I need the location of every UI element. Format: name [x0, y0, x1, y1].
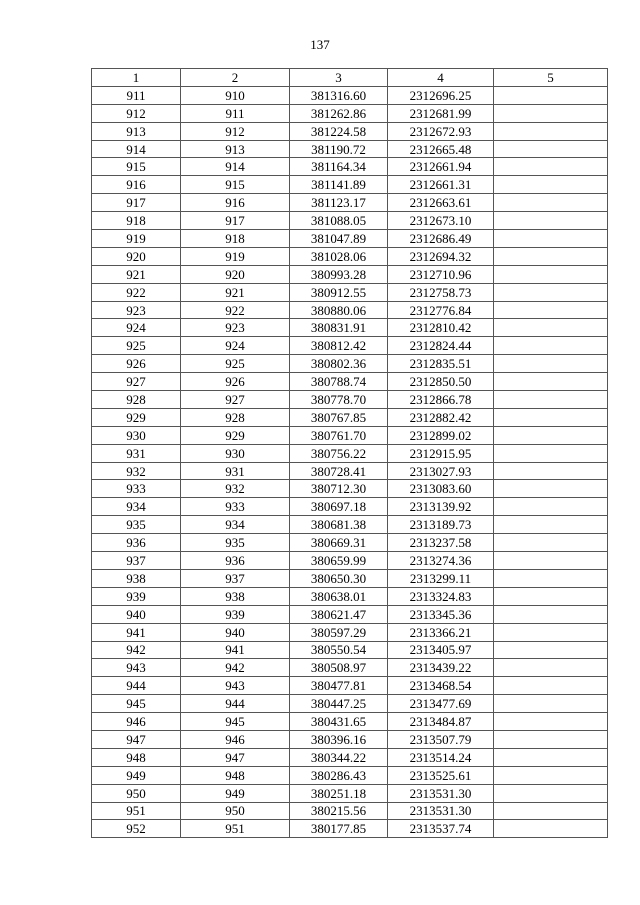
- cell-coordinate-x: 380778.70: [290, 391, 388, 409]
- cell-point-number: 951: [92, 802, 181, 820]
- cell-point-number: 912: [92, 104, 181, 122]
- coordinates-table: [91, 68, 608, 838]
- cell-coordinate-y: 2312850.50: [388, 373, 494, 391]
- cell-point-number: 915: [92, 158, 181, 176]
- cell-coordinate-x: 380756.22: [290, 444, 388, 462]
- table-row: [92, 391, 608, 409]
- cell-coordinate-x: 380761.70: [290, 426, 388, 444]
- cell-coordinate-x: 380396.16: [290, 730, 388, 748]
- cell-note: [494, 319, 608, 337]
- table-row: [92, 695, 608, 713]
- cell-coordinate-x: 380728.41: [290, 462, 388, 480]
- cell-previous-point: 911: [181, 104, 290, 122]
- cell-point-number: 944: [92, 677, 181, 695]
- cell-previous-point: 941: [181, 641, 290, 659]
- cell-point-number: 927: [92, 373, 181, 391]
- cell-point-number: 911: [92, 86, 181, 104]
- table-row: [92, 319, 608, 337]
- column-header-3: 3: [290, 69, 388, 87]
- table-row: [92, 301, 608, 319]
- column-header-2: 2: [181, 69, 290, 87]
- cell-note: [494, 194, 608, 212]
- column-header-5: 5: [494, 69, 608, 87]
- cell-previous-point: 918: [181, 230, 290, 248]
- cell-point-number: 929: [92, 408, 181, 426]
- cell-note: [494, 605, 608, 623]
- table-row: [92, 802, 608, 820]
- cell-coordinate-y: 2312661.31: [388, 176, 494, 194]
- table-row: [92, 748, 608, 766]
- cell-coordinate-y: 2313484.87: [388, 713, 494, 731]
- cell-point-number: 946: [92, 713, 181, 731]
- cell-previous-point: 936: [181, 552, 290, 570]
- cell-coordinate-y: 2313345.36: [388, 605, 494, 623]
- cell-note: [494, 301, 608, 319]
- cell-point-number: 916: [92, 176, 181, 194]
- cell-note: [494, 748, 608, 766]
- table-row: [92, 122, 608, 140]
- table-row: [92, 444, 608, 462]
- table-row: [92, 498, 608, 516]
- cell-point-number: 931: [92, 444, 181, 462]
- cell-coordinate-x: 380638.01: [290, 587, 388, 605]
- cell-point-number: 925: [92, 337, 181, 355]
- cell-coordinate-x: 380650.30: [290, 569, 388, 587]
- cell-point-number: 928: [92, 391, 181, 409]
- cell-coordinate-y: 2312882.42: [388, 408, 494, 426]
- cell-previous-point: 915: [181, 176, 290, 194]
- cell-note: [494, 355, 608, 373]
- cell-previous-point: 942: [181, 659, 290, 677]
- cell-previous-point: 932: [181, 480, 290, 498]
- cell-point-number: 935: [92, 516, 181, 534]
- cell-previous-point: 949: [181, 784, 290, 802]
- cell-note: [494, 695, 608, 713]
- cell-point-number: 950: [92, 784, 181, 802]
- cell-note: [494, 802, 608, 820]
- cell-coordinate-y: 2313531.30: [388, 784, 494, 802]
- cell-coordinate-x: 381088.05: [290, 212, 388, 230]
- cell-coordinate-x: 381224.58: [290, 122, 388, 140]
- cell-coordinate-x: 380831.91: [290, 319, 388, 337]
- cell-previous-point: 930: [181, 444, 290, 462]
- table-row: [92, 713, 608, 731]
- cell-coordinate-x: 381316.60: [290, 86, 388, 104]
- cell-previous-point: 944: [181, 695, 290, 713]
- table-row: [92, 247, 608, 265]
- cell-note: [494, 408, 608, 426]
- cell-coordinate-x: 380286.43: [290, 766, 388, 784]
- cell-coordinate-y: 2313531.30: [388, 802, 494, 820]
- cell-coordinate-x: 380993.28: [290, 265, 388, 283]
- cell-note: [494, 104, 608, 122]
- cell-coordinate-x: 380251.18: [290, 784, 388, 802]
- cell-point-number: 945: [92, 695, 181, 713]
- cell-previous-point: 934: [181, 516, 290, 534]
- cell-note: [494, 247, 608, 265]
- cell-previous-point: 943: [181, 677, 290, 695]
- cell-note: [494, 534, 608, 552]
- cell-previous-point: 917: [181, 212, 290, 230]
- cell-previous-point: 933: [181, 498, 290, 516]
- cell-coordinate-x: 380621.47: [290, 605, 388, 623]
- cell-coordinate-x: 380912.55: [290, 283, 388, 301]
- table-row: [92, 426, 608, 444]
- cell-coordinate-x: 380659.99: [290, 552, 388, 570]
- cell-coordinate-y: 2313366.21: [388, 623, 494, 641]
- cell-coordinate-y: 2313525.61: [388, 766, 494, 784]
- cell-note: [494, 730, 608, 748]
- cell-note: [494, 426, 608, 444]
- cell-point-number: 921: [92, 265, 181, 283]
- cell-coordinate-y: 2312758.73: [388, 283, 494, 301]
- table-row: [92, 623, 608, 641]
- cell-coordinate-y: 2312899.02: [388, 426, 494, 444]
- cell-previous-point: 928: [181, 408, 290, 426]
- cell-note: [494, 587, 608, 605]
- cell-point-number: 933: [92, 480, 181, 498]
- table-row: [92, 641, 608, 659]
- cell-coordinate-y: 2313027.93: [388, 462, 494, 480]
- cell-note: [494, 176, 608, 194]
- cell-coordinate-x: 381028.06: [290, 247, 388, 265]
- cell-coordinate-x: 380344.22: [290, 748, 388, 766]
- cell-note: [494, 265, 608, 283]
- cell-previous-point: 935: [181, 534, 290, 552]
- cell-coordinate-x: 380681.38: [290, 516, 388, 534]
- cell-note: [494, 713, 608, 731]
- cell-note: [494, 498, 608, 516]
- cell-coordinate-y: 2313324.83: [388, 587, 494, 605]
- cell-coordinate-x: 380550.54: [290, 641, 388, 659]
- cell-coordinate-y: 2312696.25: [388, 86, 494, 104]
- table-row: [92, 140, 608, 158]
- cell-point-number: 941: [92, 623, 181, 641]
- cell-coordinate-x: 380447.25: [290, 695, 388, 713]
- cell-coordinate-x: 380802.36: [290, 355, 388, 373]
- table-row: [92, 230, 608, 248]
- cell-point-number: 947: [92, 730, 181, 748]
- cell-note: [494, 283, 608, 301]
- cell-previous-point: 951: [181, 820, 290, 838]
- cell-note: [494, 212, 608, 230]
- cell-coordinate-x: 380177.85: [290, 820, 388, 838]
- cell-coordinate-y: 2313514.24: [388, 748, 494, 766]
- cell-coordinate-x: 380431.65: [290, 713, 388, 731]
- table-row: [92, 659, 608, 677]
- table-row: [92, 86, 608, 104]
- cell-point-number: 943: [92, 659, 181, 677]
- cell-coordinate-x: 380880.06: [290, 301, 388, 319]
- cell-previous-point: 927: [181, 391, 290, 409]
- table-row: [92, 265, 608, 283]
- cell-coordinate-x: 380215.56: [290, 802, 388, 820]
- cell-previous-point: 940: [181, 623, 290, 641]
- cell-previous-point: 913: [181, 140, 290, 158]
- cell-point-number: 930: [92, 426, 181, 444]
- cell-coordinate-x: 381141.89: [290, 176, 388, 194]
- cell-note: [494, 462, 608, 480]
- cell-coordinate-y: 2312681.99: [388, 104, 494, 122]
- cell-coordinate-y: 2312915.95: [388, 444, 494, 462]
- cell-previous-point: 929: [181, 426, 290, 444]
- cell-note: [494, 86, 608, 104]
- cell-coordinate-y: 2312673.10: [388, 212, 494, 230]
- cell-note: [494, 552, 608, 570]
- cell-point-number: 918: [92, 212, 181, 230]
- table-row: [92, 462, 608, 480]
- cell-coordinate-x: 380788.74: [290, 373, 388, 391]
- cell-previous-point: 931: [181, 462, 290, 480]
- cell-note: [494, 230, 608, 248]
- cell-note: [494, 766, 608, 784]
- cell-coordinate-y: 2312824.44: [388, 337, 494, 355]
- cell-coordinate-y: 2312686.49: [388, 230, 494, 248]
- cell-coordinate-y: 2313139.92: [388, 498, 494, 516]
- cell-coordinate-y: 2313299.11: [388, 569, 494, 587]
- cell-coordinate-x: 380508.97: [290, 659, 388, 677]
- cell-coordinate-y: 2312665.48: [388, 140, 494, 158]
- cell-note: [494, 820, 608, 838]
- cell-coordinate-x: 380812.42: [290, 337, 388, 355]
- cell-previous-point: 938: [181, 587, 290, 605]
- cell-coordinate-y: 2312661.94: [388, 158, 494, 176]
- cell-coordinate-y: 2313477.69: [388, 695, 494, 713]
- cell-note: [494, 391, 608, 409]
- table-row: [92, 337, 608, 355]
- cell-previous-point: 946: [181, 730, 290, 748]
- table-row: [92, 820, 608, 838]
- table-row: [92, 587, 608, 605]
- cell-coordinate-y: 2312672.93: [388, 122, 494, 140]
- cell-coordinate-x: 381047.89: [290, 230, 388, 248]
- cell-previous-point: 926: [181, 373, 290, 391]
- cell-point-number: 940: [92, 605, 181, 623]
- cell-previous-point: 937: [181, 569, 290, 587]
- cell-point-number: 939: [92, 587, 181, 605]
- cell-note: [494, 677, 608, 695]
- table-row: [92, 104, 608, 122]
- cell-note: [494, 337, 608, 355]
- cell-coordinate-y: 2312663.61: [388, 194, 494, 212]
- cell-previous-point: 945: [181, 713, 290, 731]
- cell-point-number: 913: [92, 122, 181, 140]
- cell-coordinate-x: 380597.29: [290, 623, 388, 641]
- cell-note: [494, 516, 608, 534]
- cell-point-number: 936: [92, 534, 181, 552]
- cell-point-number: 920: [92, 247, 181, 265]
- cell-coordinate-y: 2312694.32: [388, 247, 494, 265]
- cell-point-number: 923: [92, 301, 181, 319]
- cell-point-number: 934: [92, 498, 181, 516]
- cell-point-number: 914: [92, 140, 181, 158]
- cell-point-number: 942: [92, 641, 181, 659]
- cell-coordinate-y: 2312810.42: [388, 319, 494, 337]
- cell-coordinate-y: 2313507.79: [388, 730, 494, 748]
- table-row: [92, 408, 608, 426]
- cell-coordinate-y: 2313405.97: [388, 641, 494, 659]
- table-row: [92, 516, 608, 534]
- cell-previous-point: 950: [181, 802, 290, 820]
- cell-point-number: 938: [92, 569, 181, 587]
- cell-note: [494, 158, 608, 176]
- cell-previous-point: 910: [181, 86, 290, 104]
- table-row: [92, 730, 608, 748]
- cell-coordinate-x: 381262.86: [290, 104, 388, 122]
- cell-note: [494, 444, 608, 462]
- cell-note: [494, 623, 608, 641]
- cell-previous-point: 921: [181, 283, 290, 301]
- table-row: [92, 283, 608, 301]
- cell-coordinate-y: 2313189.73: [388, 516, 494, 534]
- cell-coordinate-y: 2313537.74: [388, 820, 494, 838]
- cell-point-number: 924: [92, 319, 181, 337]
- table-row: [92, 373, 608, 391]
- table-row: [92, 766, 608, 784]
- table-row: [92, 569, 608, 587]
- table-row: [92, 158, 608, 176]
- cell-previous-point: 916: [181, 194, 290, 212]
- table-body: [92, 86, 608, 837]
- table-row: [92, 355, 608, 373]
- column-header-1: 1: [92, 69, 181, 87]
- cell-previous-point: 923: [181, 319, 290, 337]
- cell-coordinate-y: 2313083.60: [388, 480, 494, 498]
- cell-point-number: 922: [92, 283, 181, 301]
- header-row: [92, 69, 608, 87]
- cell-previous-point: 924: [181, 337, 290, 355]
- cell-note: [494, 659, 608, 677]
- cell-previous-point: 919: [181, 247, 290, 265]
- cell-note: [494, 140, 608, 158]
- cell-note: [494, 784, 608, 802]
- cell-coordinate-x: 380697.18: [290, 498, 388, 516]
- cell-point-number: 952: [92, 820, 181, 838]
- cell-coordinate-x: 380767.85: [290, 408, 388, 426]
- cell-coordinate-y: 2312835.51: [388, 355, 494, 373]
- cell-previous-point: 948: [181, 766, 290, 784]
- page-number: 137: [310, 37, 330, 52]
- cell-coordinate-x: 381123.17: [290, 194, 388, 212]
- cell-note: [494, 569, 608, 587]
- cell-previous-point: 925: [181, 355, 290, 373]
- cell-note: [494, 122, 608, 140]
- cell-point-number: 948: [92, 748, 181, 766]
- cell-coordinate-y: 2313439.22: [388, 659, 494, 677]
- table-row: [92, 176, 608, 194]
- cell-coordinate-y: 2313237.58: [388, 534, 494, 552]
- cell-previous-point: 947: [181, 748, 290, 766]
- cell-point-number: 932: [92, 462, 181, 480]
- cell-previous-point: 912: [181, 122, 290, 140]
- cell-previous-point: 939: [181, 605, 290, 623]
- cell-point-number: 917: [92, 194, 181, 212]
- cell-coordinate-y: 2313468.54: [388, 677, 494, 695]
- cell-coordinate-y: 2312710.96: [388, 265, 494, 283]
- cell-point-number: 949: [92, 766, 181, 784]
- cell-coordinate-x: 380477.81: [290, 677, 388, 695]
- table-row: [92, 552, 608, 570]
- cell-previous-point: 920: [181, 265, 290, 283]
- column-header-4: 4: [388, 69, 494, 87]
- table-row: [92, 194, 608, 212]
- table-row: [92, 212, 608, 230]
- cell-point-number: 926: [92, 355, 181, 373]
- table-header: [92, 69, 608, 87]
- cell-note: [494, 373, 608, 391]
- cell-coordinate-x: 381164.34: [290, 158, 388, 176]
- cell-point-number: 919: [92, 230, 181, 248]
- cell-coordinate-y: 2312776.84: [388, 301, 494, 319]
- cell-previous-point: 922: [181, 301, 290, 319]
- table-row: [92, 534, 608, 552]
- cell-note: [494, 641, 608, 659]
- cell-point-number: 937: [92, 552, 181, 570]
- table-row: [92, 480, 608, 498]
- cell-coordinate-x: 380669.31: [290, 534, 388, 552]
- cell-coordinate-x: 380712.30: [290, 480, 388, 498]
- table-row: [92, 784, 608, 802]
- cell-coordinate-y: 2312866.78: [388, 391, 494, 409]
- table-row: [92, 677, 608, 695]
- table-row: [92, 605, 608, 623]
- cell-previous-point: 914: [181, 158, 290, 176]
- cell-coordinate-x: 381190.72: [290, 140, 388, 158]
- cell-note: [494, 480, 608, 498]
- cell-coordinate-y: 2313274.36: [388, 552, 494, 570]
